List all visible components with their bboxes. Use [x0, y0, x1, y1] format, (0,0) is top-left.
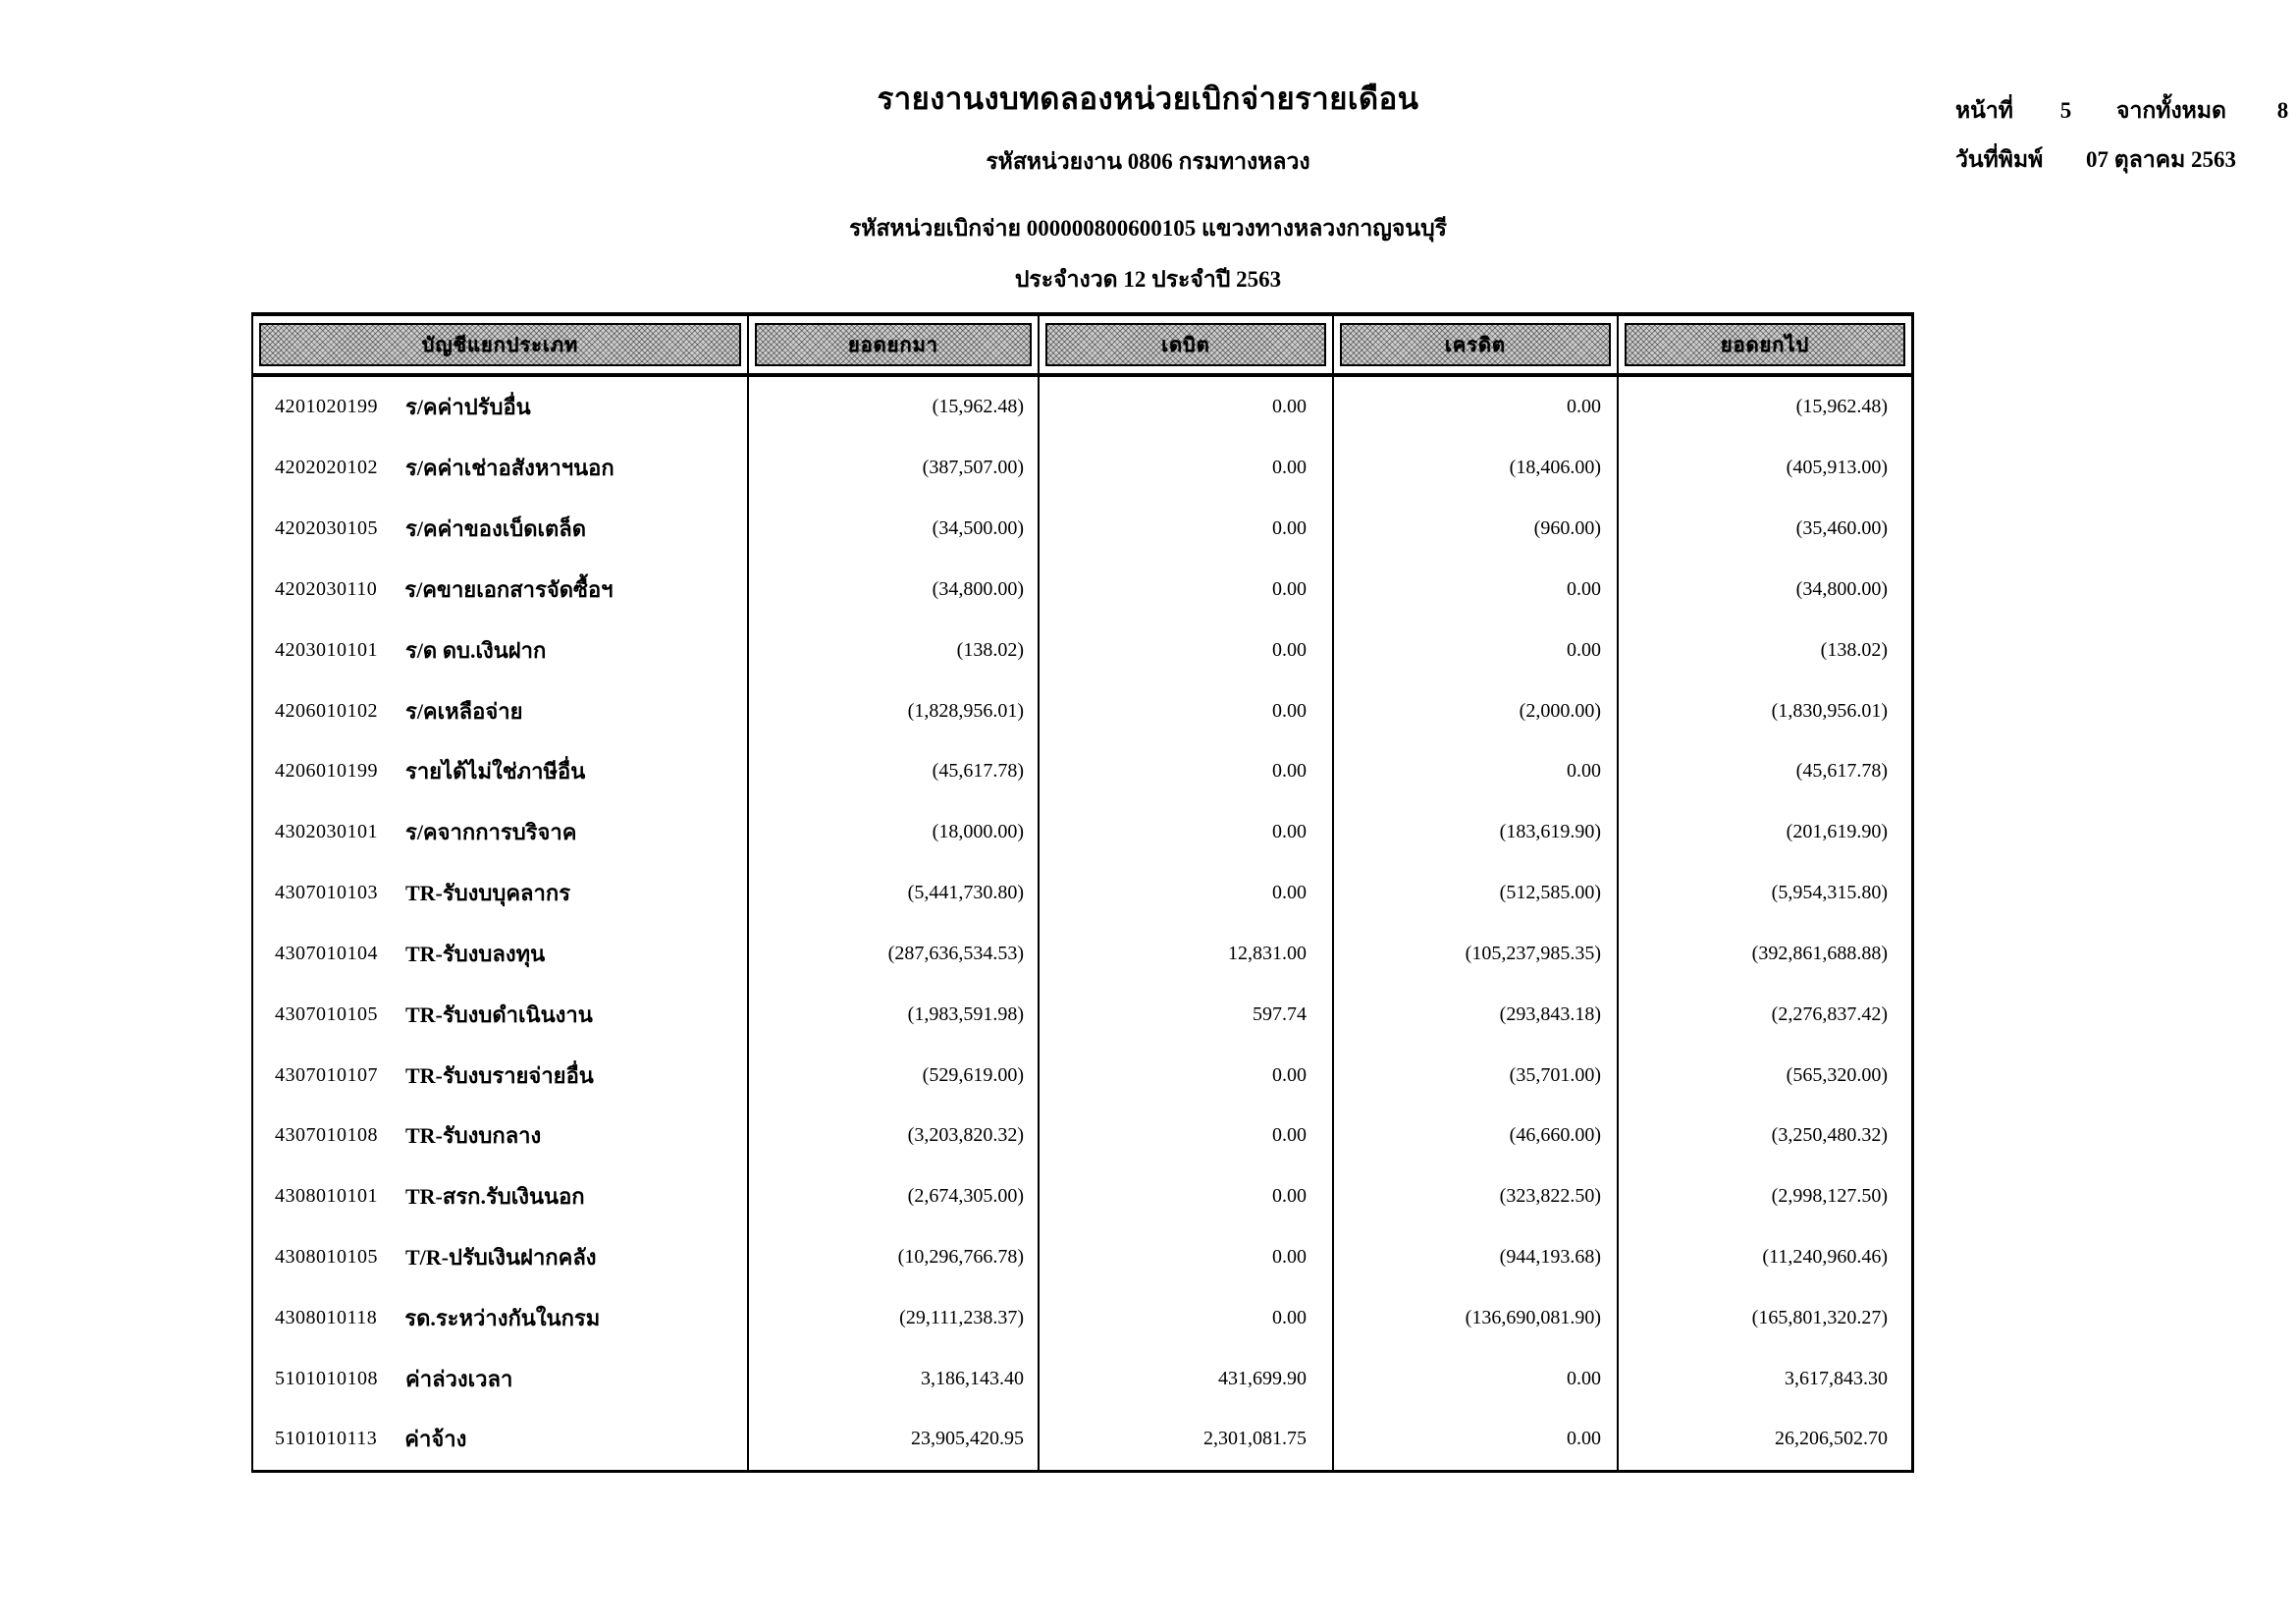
debit-cell: 0.00	[1040, 620, 1334, 680]
ending-balance-cell: (565,320.00)	[1786, 1063, 1888, 1086]
debit-cell: 0.00	[1040, 438, 1334, 499]
table-row	[253, 802, 1911, 863]
debit-cell: 2,301,081.75	[1040, 1409, 1334, 1470]
carry-forward-cell: (387,507.00)	[749, 438, 1040, 499]
header-label-account: บัญชีแยกประเภท	[259, 323, 741, 366]
credit-cell: 0.00	[1334, 741, 1619, 802]
account-name: TR-สรก.รับเงินนอก	[405, 1184, 585, 1210]
credit-cell: (35,701.00)	[1334, 1045, 1619, 1106]
account-code: 4307010103	[275, 882, 378, 904]
header-cell-carry-forward	[749, 316, 1040, 373]
header-cell-debit	[1040, 316, 1334, 373]
credit-cell: (512,585.00)	[1334, 863, 1619, 924]
table-row	[253, 559, 1911, 620]
account-name: ค่าจ้าง	[404, 1427, 467, 1452]
debit-cell: 0.00	[1040, 802, 1334, 863]
credit-cell: (323,822.50)	[1334, 1166, 1619, 1227]
carry-forward-cell: (15,962.48)	[749, 377, 1040, 438]
ending-balance-cell: (1,830,956.01)	[1771, 699, 1888, 722]
table-row	[253, 1287, 1911, 1348]
account-name: TR-รับงบรายจ่ายอื่น	[405, 1062, 594, 1088]
account-cell	[253, 680, 749, 741]
ending-balance-cell: (201,619.90)	[1786, 821, 1888, 843]
account-code: 5101010108	[275, 1367, 378, 1389]
account-name: รายได้ไม่ใช่ภาษีอื่น	[405, 759, 586, 785]
account-code: 4302030101	[275, 821, 378, 843]
account-cell	[253, 1106, 749, 1166]
disbursement-unit-line: รหัสหน่วยเบิกจ่าย 000000800600105 แขวงทางหลวงกาญจนบุรี	[848, 216, 1448, 241]
table-row	[253, 620, 1911, 680]
header-label-carry-forward: ยอดยกมา	[755, 323, 1032, 366]
document-header	[0, 74, 2296, 298]
agency-code-line: รหัสหน่วยงาน 0806 กรมทางหลวง	[986, 149, 1310, 174]
debit-cell: 431,699.90	[1040, 1348, 1334, 1409]
credit-cell: 0.00	[1334, 559, 1619, 620]
ending-balance-cell: 3,617,843.30	[1785, 1367, 1888, 1389]
total-pages-label: จากทั้งหมด	[2115, 98, 2226, 123]
account-cell	[253, 802, 749, 863]
account-name: TR-รับงบบุคลากร	[405, 881, 571, 906]
account-name: T/R-ปรับเงินฝากคลัง	[405, 1245, 597, 1270]
ending-balance-cell: (405,913.00)	[1786, 457, 1888, 479]
account-cell	[253, 1287, 749, 1348]
table-row	[253, 377, 1911, 438]
carry-forward-cell: (45,617.78)	[749, 741, 1040, 802]
table-row	[253, 1106, 1911, 1166]
table-row	[253, 1227, 1911, 1288]
ending-balance-cell: (3,250,480.32)	[1771, 1124, 1888, 1147]
table-row	[253, 438, 1911, 499]
carry-forward-cell: (2,674,305.00)	[749, 1166, 1040, 1227]
credit-cell: (105,237,985.35)	[1334, 923, 1619, 984]
ending-balance-cell: (392,861,688.88)	[1751, 942, 1888, 964]
carry-forward-cell: (3,203,820.32)	[749, 1106, 1040, 1166]
header-label-credit: เครดิต	[1340, 323, 1611, 366]
header-label-debit: เดบิต	[1045, 323, 1326, 366]
debit-cell: 0.00	[1040, 559, 1334, 620]
account-code: 4202030105	[275, 517, 378, 540]
debit-cell: 0.00	[1040, 377, 1334, 438]
account-name: TR-รับงบดำเนินงาน	[405, 1001, 593, 1027]
debit-cell: 0.00	[1040, 1106, 1334, 1166]
table-row	[253, 1166, 1911, 1227]
print-date: 07 ตุลาคม 2563	[2086, 147, 2237, 172]
account-code: 4202020102	[275, 457, 378, 479]
account-code: 4201020199	[275, 396, 378, 418]
account-code: 4206010102	[275, 699, 378, 722]
account-cell	[253, 559, 749, 620]
ending-balance-cell: (34,800.00)	[1795, 577, 1888, 600]
table-header-row	[253, 316, 1911, 377]
carry-forward-cell: (34,500.00)	[749, 499, 1040, 560]
print-date-label: วันที่พิมพ์	[1955, 147, 2044, 172]
account-name: ร/คเหลือจ่าย	[405, 698, 523, 724]
account-code: 4203010101	[275, 638, 378, 661]
table-row	[253, 1409, 1911, 1470]
ending-balance-cell: (138.02)	[1820, 638, 1888, 661]
account-name: ร/คขายเอกสารจัดซื้อฯ	[404, 576, 614, 602]
account-code: 4307010104	[275, 942, 378, 964]
account-cell	[253, 1045, 749, 1106]
carry-forward-cell: (10,296,766.78)	[749, 1227, 1040, 1288]
table-row	[253, 680, 1911, 741]
total-pages: 8	[2276, 98, 2289, 123]
account-cell	[253, 984, 749, 1045]
carry-forward-cell: (1,828,956.01)	[749, 680, 1040, 741]
account-name: ร/คค่าเช่าอสังหาฯนอก	[405, 456, 614, 481]
credit-cell: 0.00	[1334, 1409, 1619, 1470]
debit-cell: 0.00	[1040, 680, 1334, 741]
account-code: 4308010101	[275, 1185, 378, 1208]
carry-forward-cell: (529,619.00)	[749, 1045, 1040, 1106]
trial-balance-table	[251, 312, 1914, 1473]
carry-forward-cell: (5,441,730.80)	[749, 863, 1040, 924]
page-number: 5	[2059, 98, 2072, 123]
credit-cell: 0.00	[1334, 620, 1619, 680]
credit-cell: (293,843.18)	[1334, 984, 1619, 1045]
ending-balance-cell: (11,240,960.46)	[1762, 1246, 1888, 1268]
credit-cell: 0.00	[1334, 377, 1619, 438]
debit-cell: 0.00	[1040, 1227, 1334, 1288]
table-row	[253, 863, 1911, 924]
account-cell	[253, 741, 749, 802]
table-body	[253, 377, 1911, 1470]
account-cell	[253, 499, 749, 560]
account-cell	[253, 863, 749, 924]
credit-cell: (944,193.68)	[1334, 1227, 1619, 1288]
account-cell	[253, 377, 749, 438]
credit-cell: (183,619.90)	[1334, 802, 1619, 863]
account-code: 4307010107	[275, 1063, 378, 1086]
carry-forward-cell: (138.02)	[749, 620, 1040, 680]
debit-cell: 597.74	[1040, 984, 1334, 1045]
account-cell	[253, 1166, 749, 1227]
debit-cell: 0.00	[1040, 741, 1334, 802]
header-cell-credit	[1334, 316, 1619, 373]
account-cell	[253, 923, 749, 984]
debit-cell: 0.00	[1040, 1287, 1334, 1348]
table-row	[253, 1348, 1911, 1409]
ending-balance-cell: (2,276,837.42)	[1771, 1002, 1888, 1025]
carry-forward-cell: (1,983,591.98)	[749, 984, 1040, 1045]
account-name: ร/คค่าของเบ็ดเตล็ด	[405, 516, 587, 542]
ending-balance-cell: (15,962.48)	[1795, 396, 1888, 418]
account-code: 4307010105	[275, 1002, 378, 1025]
debit-cell: 0.00	[1040, 499, 1334, 560]
period-line: ประจำงวด 12 ประจำปี 2563	[1014, 267, 1282, 292]
debit-cell: 0.00	[1040, 1166, 1334, 1227]
table-row	[253, 741, 1911, 802]
account-code: 4307010108	[275, 1124, 378, 1147]
account-code: 4308010118	[275, 1306, 378, 1328]
credit-cell: (2,000.00)	[1334, 680, 1619, 741]
ending-balance-cell: 26,206,502.70	[1775, 1428, 1888, 1450]
ending-balance-cell: (2,998,127.50)	[1771, 1185, 1888, 1208]
carry-forward-cell: 23,905,420.95	[749, 1409, 1040, 1470]
carry-forward-cell: (29,111,238.37)	[749, 1287, 1040, 1348]
account-cell	[253, 1227, 749, 1288]
account-code: 4202030110	[275, 577, 378, 600]
page-label: หน้าที่	[1955, 98, 2013, 123]
account-code: 4206010199	[275, 760, 378, 783]
table-row	[253, 984, 1911, 1045]
credit-cell: (18,406.00)	[1334, 438, 1619, 499]
ending-balance-cell: (5,954,315.80)	[1771, 882, 1888, 904]
table-row	[253, 923, 1911, 984]
account-cell	[253, 620, 749, 680]
carry-forward-cell: (18,000.00)	[749, 802, 1040, 863]
account-cell	[253, 1409, 749, 1470]
account-name: TR-รับงบกลาง	[405, 1123, 542, 1149]
credit-cell: 0.00	[1334, 1348, 1619, 1409]
ending-balance-cell: (35,460.00)	[1795, 517, 1888, 540]
account-name: รด.ระหว่างกันในกรม	[404, 1305, 601, 1330]
debit-cell: 0.00	[1040, 863, 1334, 924]
account-name: ร/คค่าปรับอื่น	[405, 395, 531, 420]
header-cell-account	[253, 316, 749, 373]
account-code: 4308010105	[275, 1246, 378, 1268]
report-title: รายงานงบทดลองหน่วยเบิกจ่ายรายเดือน	[877, 81, 1419, 116]
header-cell-ending-balance	[1619, 316, 1911, 373]
table-row	[253, 499, 1911, 560]
account-name: ร/คจากการบริจาค	[405, 820, 577, 845]
ending-balance-cell: (165,801,320.27)	[1751, 1306, 1888, 1328]
account-cell	[253, 1348, 749, 1409]
carry-forward-cell: (34,800.00)	[749, 559, 1040, 620]
carry-forward-cell: 3,186,143.40	[749, 1348, 1040, 1409]
account-name: ร/ด ดบ.เงินฝาก	[405, 637, 547, 663]
account-cell	[253, 438, 749, 499]
credit-cell: (960.00)	[1334, 499, 1619, 560]
debit-cell: 0.00	[1040, 1045, 1334, 1106]
account-name: ค่าล่วงเวลา	[405, 1366, 513, 1391]
table-row	[253, 1045, 1911, 1106]
credit-cell: (46,660.00)	[1334, 1106, 1619, 1166]
debit-cell: 12,831.00	[1040, 923, 1334, 984]
credit-cell: (136,690,081.90)	[1334, 1287, 1619, 1348]
account-name: TR-รับงบลงทุน	[405, 941, 546, 966]
carry-forward-cell: (287,636,534.53)	[749, 923, 1040, 984]
account-code: 5101010113	[275, 1428, 378, 1450]
header-label-ending-balance: ยอดยกไป	[1625, 323, 1905, 366]
ending-balance-cell: (45,617.78)	[1795, 760, 1888, 783]
